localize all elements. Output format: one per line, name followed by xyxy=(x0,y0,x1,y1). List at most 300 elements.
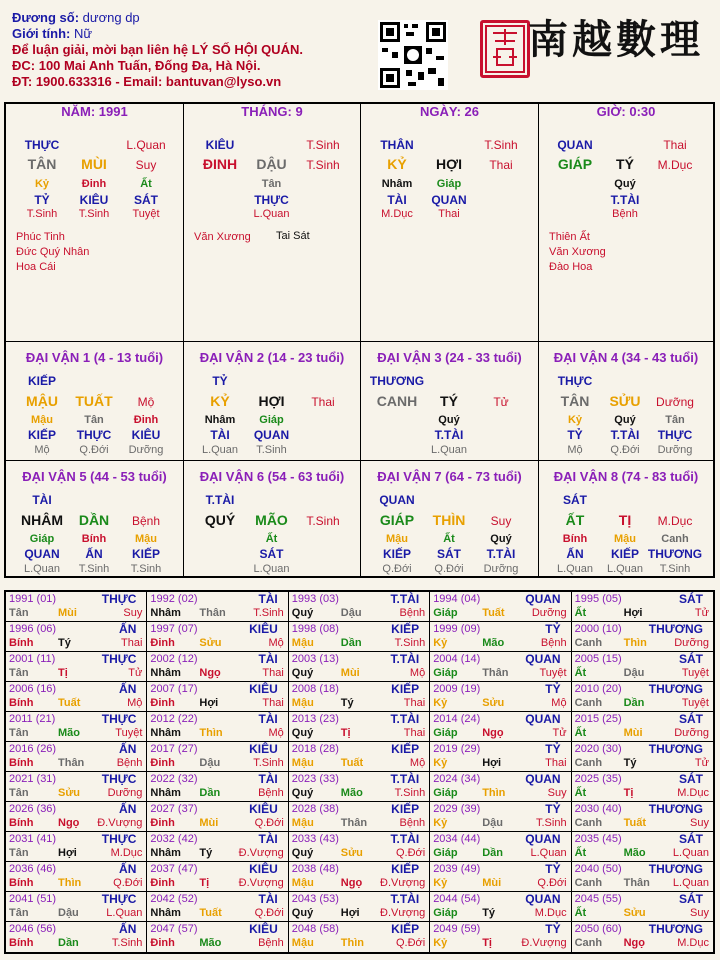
dai-van-title: ĐẠI VẬN 5 (44 - 53 tuổi) xyxy=(22,469,167,484)
year-stem: Ất xyxy=(574,787,587,799)
hidden-stem: Tân xyxy=(665,414,685,426)
owner-line: Đương số: dương dp xyxy=(12,10,140,25)
hidden-ten-god: SÁT xyxy=(259,547,284,561)
earthly-branch: THÌN xyxy=(432,512,466,528)
year-branch: Sửu xyxy=(482,697,505,709)
hidden-ten-god: ẤN xyxy=(85,547,103,561)
year-ten-god: QUAN xyxy=(525,652,561,666)
heavenly-stem: QUÝ xyxy=(204,512,236,528)
year-stem: Mậu xyxy=(291,817,314,829)
hidden-stem: Mậu xyxy=(31,414,53,426)
year-cell xyxy=(430,682,571,712)
hidden-ten-god: T.TÀI xyxy=(486,547,516,561)
ten-god: T.TÀI xyxy=(205,493,235,507)
year-label: 2032 (42) xyxy=(150,833,198,845)
year-label: 1995 (05) xyxy=(574,593,622,605)
year-cell xyxy=(147,892,288,922)
hidden-ten-god: KIẾP xyxy=(131,547,161,561)
year-ten-god: T.TÀI xyxy=(390,832,420,846)
heavenly-stem: GIÁP xyxy=(379,512,415,528)
year-branch: Mão xyxy=(58,727,80,739)
year-stem: Giáp xyxy=(433,727,458,739)
year-ten-god: KIẾP xyxy=(391,862,420,876)
year-branch: Hợi xyxy=(199,697,219,709)
year-label: 1991 (01) xyxy=(9,593,57,605)
year-life-stage: Đ.Vượng xyxy=(521,937,567,949)
ten-god: THƯƠNG xyxy=(369,374,425,388)
year-cell xyxy=(6,712,147,742)
year-cell xyxy=(430,622,571,652)
hidden-life-stage: L.Quan xyxy=(606,563,644,575)
year-branch: Tị xyxy=(58,667,68,679)
ten-god: TỶ xyxy=(212,374,228,388)
earthly-branch: HỢI xyxy=(436,156,462,172)
year-branch: Dậu xyxy=(623,667,645,679)
hidden-life-stage: Bệnh xyxy=(612,208,638,220)
hidden-life-stage: T.Sinh xyxy=(78,208,110,220)
year-ten-god: KIÊU xyxy=(249,922,278,936)
year-life-stage: Dưỡng xyxy=(674,727,709,739)
year-branch: Sửu xyxy=(340,847,363,859)
star-name: Phúc Tinh xyxy=(16,231,65,243)
hidden-stem: Quý xyxy=(490,533,512,545)
dai-van-3 xyxy=(361,342,539,461)
year-label: 2027 (37) xyxy=(150,803,198,815)
year-stem: Đinh xyxy=(150,817,175,829)
year-life-stage: Bệnh xyxy=(258,787,284,799)
life-stage: Thai xyxy=(311,395,335,409)
year-life-stage: L.Quan xyxy=(530,847,567,859)
year-cell xyxy=(289,592,430,622)
year-cell xyxy=(6,802,147,832)
year-life-stage: Bệnh xyxy=(399,607,426,619)
year-cell xyxy=(289,832,430,862)
hidden-life-stage: T.Sinh xyxy=(26,208,58,220)
year-ten-god: SÁT xyxy=(678,652,703,666)
year-cell xyxy=(289,652,430,682)
year-cell xyxy=(430,712,571,742)
year-life-stage: Đ.Vượng xyxy=(238,847,284,859)
year-label: 2003 (13) xyxy=(291,653,339,665)
hidden-ten-god: THƯƠNG xyxy=(647,547,703,561)
year-branch: Tị xyxy=(340,727,351,739)
year-life-stage: Đ.Vượng xyxy=(380,877,426,889)
earthly-branch: DẦN xyxy=(78,512,110,528)
year-cell xyxy=(289,892,430,922)
year-branch: Sửu xyxy=(623,907,646,919)
year-branch: Ngọ xyxy=(340,877,363,889)
year-stem: Đinh xyxy=(150,937,175,949)
year-stem: Đinh xyxy=(150,757,175,769)
hidden-ten-god: ẤN xyxy=(566,547,584,561)
hidden-stem: Bính xyxy=(81,533,107,545)
hidden-ten-god: QUAN xyxy=(253,428,290,442)
dai-van-7 xyxy=(361,461,539,576)
year-ten-god: T.TÀI xyxy=(390,712,420,726)
hidden-stem: Quý xyxy=(438,414,460,426)
hidden-stem: Mậu xyxy=(386,533,408,545)
hidden-life-stage: L.Quan xyxy=(253,208,290,220)
year-stem: Canh xyxy=(574,697,603,709)
heavenly-stem: CANH xyxy=(376,393,418,409)
dai-van-title: ĐẠI VẬN 1 (4 - 13 tuổi) xyxy=(25,350,164,365)
year-cell xyxy=(572,592,713,622)
year-stem: Quý xyxy=(291,607,314,619)
hidden-ten-god: SÁT xyxy=(437,547,461,561)
heavenly-stem: ẤT xyxy=(565,512,585,528)
year-cell xyxy=(572,802,713,832)
year-cell xyxy=(572,892,713,922)
earthly-branch: HỢI xyxy=(258,393,285,409)
year-branch: Dậu xyxy=(340,607,362,619)
year-ten-god: THỰC xyxy=(101,772,137,786)
earthly-branch: TÝ xyxy=(440,393,458,409)
pillar-year xyxy=(6,104,184,342)
hidden-stem: Mậu xyxy=(614,533,636,545)
year-stem: Tân xyxy=(9,907,29,919)
year-label: 2043 (53) xyxy=(291,893,339,905)
year-branch: Mùi xyxy=(623,727,643,739)
year-life-stage: T.Sinh xyxy=(253,757,284,769)
hidden-ten-god: QUAN xyxy=(431,193,467,207)
hidden-life-stage: Thai xyxy=(438,208,460,220)
year-branch: Dần xyxy=(58,937,79,949)
year-cell xyxy=(572,922,713,952)
ten-god-top-right: Thai xyxy=(663,138,687,152)
year-branch: Tý xyxy=(623,757,637,769)
year-cell xyxy=(430,772,571,802)
year-stem: Canh xyxy=(574,637,603,649)
year-label: 2011 (21) xyxy=(9,713,56,725)
year-life-stage: T.Sinh xyxy=(253,607,284,619)
hidden-life-stage: Q.Đới xyxy=(610,444,640,456)
hidden-life-stage: Q.Đới xyxy=(79,444,109,456)
dai-van-4 xyxy=(539,342,713,461)
dai-van-title: ĐẠI VẬN 6 (54 - 63 tuổi) xyxy=(199,469,345,484)
year-life-stage: Thai xyxy=(403,697,426,709)
heavenly-stem: MẬU xyxy=(26,393,58,409)
qr-code[interactable] xyxy=(378,20,448,90)
year-label: 2002 (12) xyxy=(150,653,198,665)
earthly-branch: SỬU xyxy=(609,393,641,409)
year-life-stage: M.Dục xyxy=(677,937,709,949)
year-branch: Mùi xyxy=(58,607,77,619)
hidden-life-stage: Q.Đới xyxy=(434,563,464,575)
life-stage: Tử xyxy=(493,395,509,409)
year-label: 2006 (16) xyxy=(9,683,57,695)
hidden-stem: Mậu xyxy=(135,533,157,545)
ten-god-top: THÂN xyxy=(380,138,414,152)
year-label: 2000 (10) xyxy=(574,623,622,635)
year-ten-god: KIẾP xyxy=(391,802,420,816)
year-cell xyxy=(430,892,571,922)
year-ten-god: THƯƠNG xyxy=(648,862,703,876)
header-info xyxy=(12,10,372,90)
year-label: 2037 (47) xyxy=(150,863,198,875)
year-label: 1992 (02) xyxy=(150,593,198,605)
hidden-stem: Tân xyxy=(261,178,282,190)
year-label: 2035 (45) xyxy=(574,833,622,845)
year-stem: Bính xyxy=(9,877,34,889)
year-ten-god: KIÊU xyxy=(249,682,278,696)
year-stem: Mậu xyxy=(291,697,314,709)
year-branch: Hợi xyxy=(340,907,360,919)
year-life-stage: Tử xyxy=(694,757,709,769)
hidden-life-stage: Dưỡng xyxy=(128,444,164,456)
ten-god: QUAN xyxy=(379,493,415,507)
year-stem: Giáp xyxy=(433,907,458,919)
year-label: 2049 (59) xyxy=(433,923,481,935)
year-ten-god: KIÊU xyxy=(249,622,278,636)
year-cell xyxy=(6,652,147,682)
year-branch: Tý xyxy=(58,637,71,649)
year-label: 2022 (32) xyxy=(150,773,198,785)
year-branch: Thìn xyxy=(482,787,506,799)
year-ten-god: KIÊU xyxy=(249,802,278,816)
year-branch: Tuất xyxy=(199,907,222,919)
life-stage: Mộ xyxy=(137,395,155,409)
year-stem: Mậu xyxy=(291,757,314,769)
year-branch: Mão xyxy=(482,637,505,649)
earthly-branch: DẬU xyxy=(256,156,287,172)
year-branch: Sửu xyxy=(199,637,222,649)
year-stem: Bính xyxy=(9,937,34,949)
year-life-stage: Thai xyxy=(262,667,284,679)
year-life-stage: Đ.Vượng xyxy=(97,817,143,829)
year-ten-god: T.TÀI xyxy=(390,772,420,786)
year-cell xyxy=(289,772,430,802)
contact-line: Để luận giải, mời bạn liên hệ LÝ SỐ HỘI QUÁN. xyxy=(12,42,303,57)
year-stem: Kỷ xyxy=(433,937,448,949)
year-cell xyxy=(430,742,571,772)
year-branch: Tý xyxy=(199,847,213,859)
year-cell xyxy=(430,592,571,622)
pillar-day xyxy=(361,104,539,342)
year-life-stage: Tuyệt xyxy=(539,667,567,679)
year-ten-god: TÀI xyxy=(258,772,278,786)
year-label: 1997 (07) xyxy=(150,623,198,635)
year-stem: Ất xyxy=(574,667,587,679)
year-life-stage: Suy xyxy=(690,817,709,829)
year-life-stage: M.Dục xyxy=(677,787,709,799)
year-life-stage: T.Sinh xyxy=(111,937,143,949)
year-branch: Thìn xyxy=(58,877,82,889)
year-life-stage: Tuyệt xyxy=(681,697,709,709)
year-ten-god: TÀI xyxy=(258,832,278,846)
year-ten-god: QUAN xyxy=(525,832,561,846)
hidden-ten-god: KIẾP xyxy=(610,547,640,561)
hidden-life-stage: L.Quan xyxy=(556,563,594,575)
year-life-stage: Bệnh xyxy=(116,757,143,769)
year-branch: Thân xyxy=(199,607,226,619)
pillar-title: NĂM: 1991 xyxy=(61,104,128,119)
ten-god: THỰC xyxy=(557,374,593,388)
year-ten-god: KIÊU xyxy=(249,862,278,876)
year-branch: Mùi xyxy=(340,667,360,679)
year-ten-god: SÁT xyxy=(678,592,703,606)
star-name: Hoa Cái xyxy=(16,261,56,273)
year-label: 2008 (18) xyxy=(291,683,339,695)
year-ten-god: KIÊU xyxy=(249,742,278,756)
hidden-ten-god: TỶ xyxy=(34,193,50,207)
year-stem: Nhâm xyxy=(150,727,181,739)
year-cell xyxy=(6,742,147,772)
year-cell xyxy=(430,802,571,832)
year-branch: Thân xyxy=(623,877,650,889)
star-name-black: Tai Sát xyxy=(276,230,310,242)
year-cell xyxy=(147,772,288,802)
year-ten-god: ẤN xyxy=(119,622,137,636)
dai-van-title: ĐẠI VẬN 7 (64 - 73 tuổi) xyxy=(377,469,522,484)
hidden-ten-god: KIÊU xyxy=(79,193,109,207)
year-stem: Nhâm xyxy=(150,907,181,919)
year-stem: Quý xyxy=(291,727,314,739)
dai-van-2 xyxy=(184,342,361,461)
earthly-branch: TỊ xyxy=(618,512,632,528)
year-label: 2019 (29) xyxy=(433,743,481,755)
hidden-life-stage: T.Sinh xyxy=(78,563,110,575)
life-stage: Suy xyxy=(490,514,512,528)
year-cell xyxy=(430,862,571,892)
hidden-ten-god: THỰC xyxy=(657,428,693,442)
year-branch: Thân xyxy=(340,817,368,829)
hidden-ten-god: T.TÀI xyxy=(610,428,640,442)
year-label: 2010 (20) xyxy=(574,683,622,695)
year-life-stage: Suy xyxy=(690,907,709,919)
ten-god-top: KIÊU xyxy=(205,138,235,152)
year-ten-god: KIẾP xyxy=(391,682,420,696)
year-label: 2016 (26) xyxy=(9,743,57,755)
hidden-life-stage: T.Sinh xyxy=(659,563,691,575)
year-cell xyxy=(289,682,430,712)
year-cell xyxy=(6,892,147,922)
year-life-stage: Mộ xyxy=(409,757,426,769)
year-label: 2044 (54) xyxy=(433,893,481,905)
year-ten-god: ẤN xyxy=(119,742,137,756)
year-branch: Dần xyxy=(340,637,362,649)
year-label: 1999 (09) xyxy=(433,623,481,635)
year-ten-god: SÁT xyxy=(678,832,703,846)
year-label: 2001 (11) xyxy=(9,653,56,665)
year-stem: Tân xyxy=(9,607,29,619)
year-life-stage: M.Dục xyxy=(534,907,567,919)
year-ten-god: T.TÀI xyxy=(390,592,420,606)
year-branch: Mão xyxy=(199,937,222,949)
year-branch: Thân xyxy=(482,667,509,679)
dai-van-8 xyxy=(539,461,713,576)
year-branch: Ngọ xyxy=(58,817,80,829)
gender-line: Giới tính: Nữ xyxy=(12,26,93,41)
year-ten-god: TỶ xyxy=(545,802,561,816)
year-life-stage: L.Quan xyxy=(106,907,143,919)
year-stem: Giáp xyxy=(433,847,458,859)
year-label: 2033 (43) xyxy=(291,833,339,845)
year-cell xyxy=(6,772,147,802)
year-branch: Tuất xyxy=(58,697,81,709)
hidden-stem: Bính xyxy=(562,533,588,545)
hidden-stem: Ất xyxy=(265,533,278,545)
heavenly-stem: TÂN xyxy=(560,393,590,409)
year-branch: Ngọ xyxy=(199,667,221,679)
hidden-stem: Giáp xyxy=(259,414,284,426)
hidden-life-stage: Tuyệt xyxy=(132,208,160,220)
year-stem: Ất xyxy=(574,907,587,919)
year-ten-god: THƯƠNG xyxy=(648,922,703,936)
year-cell xyxy=(430,922,571,952)
year-life-stage: Mộ xyxy=(551,697,567,709)
year-stem: Mậu xyxy=(291,637,314,649)
year-label: 2042 (52) xyxy=(150,893,198,905)
year-life-stage: Thai xyxy=(545,757,567,769)
year-stem: Bính xyxy=(9,817,34,829)
year-life-stage: Mộ xyxy=(409,667,426,679)
life-stage: Thai xyxy=(489,158,513,172)
hidden-ten-god: TÀI xyxy=(387,193,407,207)
earthly-branch: TUẤT xyxy=(75,393,113,409)
year-label: 2028 (38) xyxy=(291,803,339,815)
hidden-ten-god: KIẾP xyxy=(27,428,57,442)
year-stem: Kỷ xyxy=(433,757,448,769)
year-cell xyxy=(572,652,713,682)
ten-god: KIẾP xyxy=(27,374,57,388)
hidden-stem: Đinh xyxy=(81,178,107,190)
year-cell xyxy=(6,682,147,712)
year-stem: Nhâm xyxy=(150,847,181,859)
year-stem: Đinh xyxy=(150,637,175,649)
pillar-month xyxy=(184,104,361,342)
heavenly-stem: NHÂM xyxy=(21,512,63,528)
year-label: 2009 (19) xyxy=(433,683,481,695)
year-label: 1998 (08) xyxy=(291,623,339,635)
year-ten-god: TỶ xyxy=(545,742,561,756)
year-cell xyxy=(572,622,713,652)
ten-god-top: THỰC xyxy=(24,138,60,152)
star-name: Đào Hoa xyxy=(549,261,593,273)
year-life-stage: Q.Đới xyxy=(395,937,426,949)
hidden-life-stage: L.Quan xyxy=(23,563,61,575)
year-label: 2021 (31) xyxy=(9,773,57,785)
year-stem: Kỷ xyxy=(433,637,448,649)
year-life-stage: Suy xyxy=(547,787,567,799)
hidden-life-stage: Dưỡng xyxy=(483,563,519,575)
hidden-ten-god: QUAN xyxy=(24,547,60,561)
year-life-stage: M.Dục xyxy=(110,847,143,859)
life-stage: Suy xyxy=(135,158,157,172)
dai-van-title: ĐẠI VẬN 8 (74 - 83 tuổi) xyxy=(553,469,699,484)
year-life-stage: Bệnh xyxy=(540,637,567,649)
hidden-stem: Quý xyxy=(614,414,636,426)
year-stem: Bính xyxy=(9,637,34,649)
year-stem: Giáp xyxy=(433,607,458,619)
hidden-ten-god: KIẾP xyxy=(382,547,412,561)
annual-luck-grid xyxy=(4,590,715,954)
year-cell xyxy=(147,802,288,832)
year-stem: Đinh xyxy=(150,877,175,889)
year-cell xyxy=(572,832,713,862)
year-stem: Canh xyxy=(574,757,603,769)
year-life-stage: Dưỡng xyxy=(107,787,143,799)
year-branch: Dần xyxy=(623,697,645,709)
year-label: 2040 (50) xyxy=(574,863,622,875)
hidden-stem: Giáp xyxy=(29,533,55,545)
year-cell xyxy=(147,862,288,892)
year-life-stage: Đ.Vượng xyxy=(238,877,284,889)
logo-calligraphy: 南越數理 xyxy=(528,16,704,63)
year-ten-god: THỰC xyxy=(101,892,137,906)
year-label: 1996 (06) xyxy=(9,623,57,635)
year-label: 2012 (22) xyxy=(150,713,198,725)
year-stem: Ất xyxy=(574,607,587,619)
